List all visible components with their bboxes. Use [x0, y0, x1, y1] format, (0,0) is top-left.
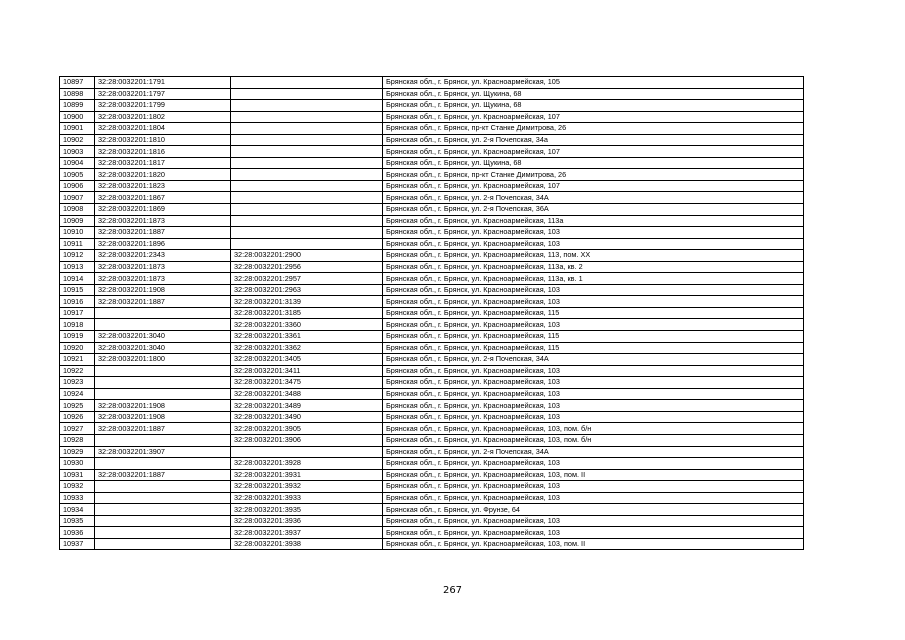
cadastral-number-cell: [95, 504, 231, 516]
cadastral-number-cell: 32:28:0032201:3040: [95, 331, 231, 343]
table-row: [60, 354, 804, 366]
related-cadastral-number-cell: [231, 123, 383, 135]
address-cell: Брянская обл., г. Брянск, ул. Красноармейская, 115: [383, 342, 804, 354]
related-cadastral-number-cell: [231, 77, 383, 89]
table-row: [60, 123, 804, 135]
row-number-cell: 10921: [60, 354, 95, 366]
cadastral-number-cell: 32:28:0032201:2343: [95, 250, 231, 262]
table-row: [60, 504, 804, 516]
row-number-cell: 10911: [60, 238, 95, 250]
cadastral-number-cell: 32:28:0032201:1873: [95, 273, 231, 285]
row-number-cell: 10916: [60, 296, 95, 308]
address-cell: Брянская обл., г. Брянск, ул. Красноармейская, 103, пом. б/н: [383, 423, 804, 435]
address-cell: Брянская обл., г. Брянск, ул. Щукина, 68: [383, 88, 804, 100]
cadastral-number-cell: 32:28:0032201:1887: [95, 469, 231, 481]
address-cell: Брянская обл., г. Брянск, ул. Красноармейская, 103: [383, 527, 804, 539]
table-row: [60, 515, 804, 527]
related-cadastral-number-cell: [231, 169, 383, 181]
row-number-cell: 10898: [60, 88, 95, 100]
address-cell: Брянская обл., г. Брянск, ул. 2-я Почепская, 36А: [383, 204, 804, 216]
cadastral-number-cell: [95, 481, 231, 493]
table-row: [60, 273, 804, 285]
address-cell: Брянская обл., г. Брянск, ул. Щукина, 68: [383, 157, 804, 169]
cadastral-number-cell: 32:28:0032201:1799: [95, 100, 231, 112]
related-cadastral-number-cell: [231, 192, 383, 204]
cadastral-number-cell: 32:28:0032201:1867: [95, 192, 231, 204]
address-cell: Брянская обл., г. Брянск, ул. Красноармейская, 103: [383, 319, 804, 331]
row-number-cell: 10915: [60, 284, 95, 296]
cadastral-number-cell: [95, 319, 231, 331]
address-cell: Брянская обл., г. Брянск, ул. Красноармейская, 103: [383, 481, 804, 493]
related-cadastral-number-cell: 32:28:0032201:3906: [231, 434, 383, 446]
address-cell: Брянская обл., г. Брянск, ул. Фрунзе, 64: [383, 504, 804, 516]
table-row: [60, 388, 804, 400]
address-cell: Брянская обл., г. Брянск, ул. Красноармейская, 103: [383, 458, 804, 470]
table-row: [60, 157, 804, 169]
cadastral-number-cell: 32:28:0032201:1804: [95, 123, 231, 135]
row-number-cell: 10900: [60, 111, 95, 123]
address-cell: Брянская обл., г. Брянск, ул. Красноармейская, 113а: [383, 215, 804, 227]
table-row: [60, 492, 804, 504]
cadastral-number-cell: [95, 377, 231, 389]
address-cell: Брянская обл., г. Брянск, ул. Красноармейская, 103: [383, 400, 804, 412]
cadastral-number-cell: 32:28:0032201:3907: [95, 446, 231, 458]
table-row: [60, 377, 804, 389]
table-row: [60, 331, 804, 343]
table-row: [60, 527, 804, 539]
related-cadastral-number-cell: 32:28:0032201:3360: [231, 319, 383, 331]
row-number-cell: 10931: [60, 469, 95, 481]
address-cell: Брянская обл., г. Брянск, ул. Красноармейская, 103: [383, 515, 804, 527]
related-cadastral-number-cell: 32:28:0032201:3905: [231, 423, 383, 435]
table-row: [60, 88, 804, 100]
row-number-cell: 10925: [60, 400, 95, 412]
row-number-cell: 10909: [60, 215, 95, 227]
related-cadastral-number-cell: [231, 238, 383, 250]
table-row: [60, 342, 804, 354]
table-row: [60, 481, 804, 493]
cadastral-number-cell: 32:28:0032201:1816: [95, 146, 231, 158]
cadastral-number-cell: 32:28:0032201:1908: [95, 411, 231, 423]
cadastral-number-cell: 32:28:0032201:1887: [95, 296, 231, 308]
related-cadastral-number-cell: 32:28:0032201:3931: [231, 469, 383, 481]
cadastral-number-cell: 32:28:0032201:1817: [95, 157, 231, 169]
row-number-cell: 10932: [60, 481, 95, 493]
table-row: [60, 319, 804, 331]
related-cadastral-number-cell: 32:28:0032201:3932: [231, 481, 383, 493]
row-number-cell: 10901: [60, 123, 95, 135]
related-cadastral-number-cell: 32:28:0032201:3937: [231, 527, 383, 539]
address-cell: Брянская обл., г. Брянск, ул. 2-я Почепская, 34А: [383, 354, 804, 366]
address-cell: Брянская обл., г. Брянск, ул. Красноармейская, 113а, кв. 2: [383, 261, 804, 273]
registry-table-body: [60, 77, 804, 550]
related-cadastral-number-cell: 32:28:0032201:2900: [231, 250, 383, 262]
cadastral-number-cell: [95, 538, 231, 550]
table-row: [60, 434, 804, 446]
table-row: [60, 192, 804, 204]
cadastral-number-cell: [95, 307, 231, 319]
table-row: [60, 215, 804, 227]
address-cell: Брянская обл., г. Брянск, ул. Красноармейская, 103: [383, 365, 804, 377]
related-cadastral-number-cell: 32:28:0032201:2956: [231, 261, 383, 273]
table-row: [60, 100, 804, 112]
related-cadastral-number-cell: 32:28:0032201:3489: [231, 400, 383, 412]
related-cadastral-number-cell: 32:28:0032201:2963: [231, 284, 383, 296]
row-number-cell: 10936: [60, 527, 95, 539]
address-cell: Брянская обл., г. Брянск, ул. Щукина, 68: [383, 100, 804, 112]
row-number-cell: 10903: [60, 146, 95, 158]
row-number-cell: 10906: [60, 180, 95, 192]
row-number-cell: 10937: [60, 538, 95, 550]
row-number-cell: 10918: [60, 319, 95, 331]
cadastral-number-cell: 32:28:0032201:1823: [95, 180, 231, 192]
cadastral-number-cell: 32:28:0032201:1896: [95, 238, 231, 250]
table-row: [60, 423, 804, 435]
row-number-cell: 10927: [60, 423, 95, 435]
cadastral-number-cell: 32:28:0032201:3040: [95, 342, 231, 354]
cadastral-number-cell: 32:28:0032201:1887: [95, 423, 231, 435]
cadastral-number-cell: [95, 458, 231, 470]
address-cell: Брянская обл., г. Брянск, ул. Красноармейская, 103: [383, 284, 804, 296]
related-cadastral-number-cell: 32:28:0032201:3361: [231, 331, 383, 343]
related-cadastral-number-cell: 32:28:0032201:2957: [231, 273, 383, 285]
row-number-cell: 10923: [60, 377, 95, 389]
row-number-cell: 10929: [60, 446, 95, 458]
address-cell: Брянская обл., г. Брянск, ул. Красноармейская, 103, пом. II: [383, 469, 804, 481]
table-row: [60, 284, 804, 296]
row-number-cell: 10934: [60, 504, 95, 516]
address-cell: Брянская обл., г. Брянск, ул. Красноармейская, 103: [383, 377, 804, 389]
cadastral-number-cell: 32:28:0032201:1810: [95, 134, 231, 146]
table-row: [60, 261, 804, 273]
table-row: [60, 446, 804, 458]
address-cell: Брянская обл., г. Брянск, ул. Красноармейская, 107: [383, 146, 804, 158]
address-cell: Брянская обл., г. Брянск, ул. Красноармейская, 113, пом. XX: [383, 250, 804, 262]
cadastral-number-cell: [95, 388, 231, 400]
table-row: [60, 400, 804, 412]
related-cadastral-number-cell: 32:28:0032201:3928: [231, 458, 383, 470]
registry-table: [59, 76, 804, 550]
address-cell: Брянская обл., г. Брянск, ул. 2-я Почепская, 34а: [383, 134, 804, 146]
cadastral-number-cell: [95, 515, 231, 527]
address-cell: Брянская обл., г. Брянск, ул. 2-я Почепская, 34А: [383, 192, 804, 204]
related-cadastral-number-cell: [231, 215, 383, 227]
row-number-cell: 10926: [60, 411, 95, 423]
related-cadastral-number-cell: 32:28:0032201:3936: [231, 515, 383, 527]
row-number-cell: 10919: [60, 331, 95, 343]
address-cell: Брянская обл., г. Брянск, ул. Красноармейская, 103: [383, 238, 804, 250]
table-row: [60, 146, 804, 158]
row-number-cell: 10899: [60, 100, 95, 112]
row-number-cell: 10920: [60, 342, 95, 354]
related-cadastral-number-cell: 32:28:0032201:3938: [231, 538, 383, 550]
row-number-cell: 10933: [60, 492, 95, 504]
cadastral-number-cell: [95, 492, 231, 504]
row-number-cell: 10917: [60, 307, 95, 319]
related-cadastral-number-cell: 32:28:0032201:3935: [231, 504, 383, 516]
table-row: [60, 469, 804, 481]
table-row: [60, 111, 804, 123]
row-number-cell: 10922: [60, 365, 95, 377]
cadastral-number-cell: [95, 527, 231, 539]
row-number-cell: 10907: [60, 192, 95, 204]
row-number-cell: 10912: [60, 250, 95, 262]
page-number: 267: [442, 585, 463, 596]
row-number-cell: 10935: [60, 515, 95, 527]
table-row: [60, 307, 804, 319]
cadastral-number-cell: 32:28:0032201:1908: [95, 400, 231, 412]
related-cadastral-number-cell: [231, 227, 383, 239]
cadastral-number-cell: [95, 434, 231, 446]
address-cell: Брянская обл., г. Брянск, ул. Красноармейская, 105: [383, 77, 804, 89]
row-number-cell: 10908: [60, 204, 95, 216]
related-cadastral-number-cell: 32:28:0032201:3139: [231, 296, 383, 308]
row-number-cell: 10914: [60, 273, 95, 285]
row-number-cell: 10928: [60, 434, 95, 446]
table-row: [60, 134, 804, 146]
cadastral-number-cell: 32:28:0032201:1797: [95, 88, 231, 100]
table-row: [60, 296, 804, 308]
address-cell: Брянская обл., г. Брянск, ул. Красноармейская, 103, пом. II: [383, 538, 804, 550]
address-cell: Брянская обл., г. Брянск, ул. Красноармейская, 103: [383, 296, 804, 308]
related-cadastral-number-cell: [231, 146, 383, 158]
related-cadastral-number-cell: 32:28:0032201:3490: [231, 411, 383, 423]
table-row: [60, 458, 804, 470]
address-cell: Брянская обл., г. Брянск, ул. Красноармейская, 103, пом. б/н: [383, 434, 804, 446]
address-cell: Брянская обл., г. Брянск, пр-кт Станке Димитрова, 26: [383, 169, 804, 181]
row-number-cell: 10905: [60, 169, 95, 181]
address-cell: Брянская обл., г. Брянск, ул. Красноармейская, 103: [383, 492, 804, 504]
row-number-cell: 10902: [60, 134, 95, 146]
related-cadastral-number-cell: 32:28:0032201:3475: [231, 377, 383, 389]
related-cadastral-number-cell: 32:28:0032201:3411: [231, 365, 383, 377]
table-row: [60, 250, 804, 262]
table-row: [60, 169, 804, 181]
address-cell: Брянская обл., г. Брянск, ул. Красноармейская, 103: [383, 388, 804, 400]
related-cadastral-number-cell: 32:28:0032201:3362: [231, 342, 383, 354]
cadastral-number-cell: 32:28:0032201:1873: [95, 261, 231, 273]
address-cell: Брянская обл., г. Брянск, ул. Красноармейская, 115: [383, 307, 804, 319]
address-cell: Брянская обл., г. Брянск, ул. Красноармейская, 103: [383, 411, 804, 423]
table-row: [60, 180, 804, 192]
related-cadastral-number-cell: [231, 204, 383, 216]
table-row: [60, 238, 804, 250]
related-cadastral-number-cell: 32:28:0032201:3488: [231, 388, 383, 400]
address-cell: Брянская обл., г. Брянск, ул. Красноармейская, 103: [383, 227, 804, 239]
row-number-cell: 10924: [60, 388, 95, 400]
related-cadastral-number-cell: 32:28:0032201:3933: [231, 492, 383, 504]
cadastral-number-cell: 32:28:0032201:1800: [95, 354, 231, 366]
table-row: [60, 365, 804, 377]
related-cadastral-number-cell: [231, 111, 383, 123]
row-number-cell: 10904: [60, 157, 95, 169]
related-cadastral-number-cell: [231, 157, 383, 169]
address-cell: Брянская обл., г. Брянск, ул. 2-я Почепская, 34А: [383, 446, 804, 458]
cadastral-number-cell: [95, 365, 231, 377]
address-cell: Брянская обл., г. Брянск, ул. Красноармейская, 113а, кв. 1: [383, 273, 804, 285]
related-cadastral-number-cell: 32:28:0032201:3405: [231, 354, 383, 366]
cadastral-number-cell: 32:28:0032201:1887: [95, 227, 231, 239]
table-row: [60, 204, 804, 216]
table-row: [60, 77, 804, 89]
address-cell: Брянская обл., г. Брянск, ул. Красноармейская, 115: [383, 331, 804, 343]
row-number-cell: 10910: [60, 227, 95, 239]
related-cadastral-number-cell: [231, 134, 383, 146]
table-row: [60, 411, 804, 423]
cadastral-number-cell: 32:28:0032201:1820: [95, 169, 231, 181]
related-cadastral-number-cell: [231, 100, 383, 112]
address-cell: Брянская обл., г. Брянск, пр-кт Станке Димитрова, 26: [383, 123, 804, 135]
related-cadastral-number-cell: [231, 446, 383, 458]
row-number-cell: 10897: [60, 77, 95, 89]
row-number-cell: 10913: [60, 261, 95, 273]
table-row: [60, 227, 804, 239]
related-cadastral-number-cell: 32:28:0032201:3185: [231, 307, 383, 319]
cadastral-number-cell: 32:28:0032201:1873: [95, 215, 231, 227]
row-number-cell: 10930: [60, 458, 95, 470]
table-row: [60, 538, 804, 550]
address-cell: Брянская обл., г. Брянск, ул. Красноармейская, 107: [383, 180, 804, 192]
cadastral-number-cell: 32:28:0032201:1791: [95, 77, 231, 89]
cadastral-number-cell: 32:28:0032201:1869: [95, 204, 231, 216]
related-cadastral-number-cell: [231, 88, 383, 100]
related-cadastral-number-cell: [231, 180, 383, 192]
cadastral-number-cell: 32:28:0032201:1802: [95, 111, 231, 123]
address-cell: Брянская обл., г. Брянск, ул. Красноармейская, 107: [383, 111, 804, 123]
cadastral-number-cell: 32:28:0032201:1908: [95, 284, 231, 296]
